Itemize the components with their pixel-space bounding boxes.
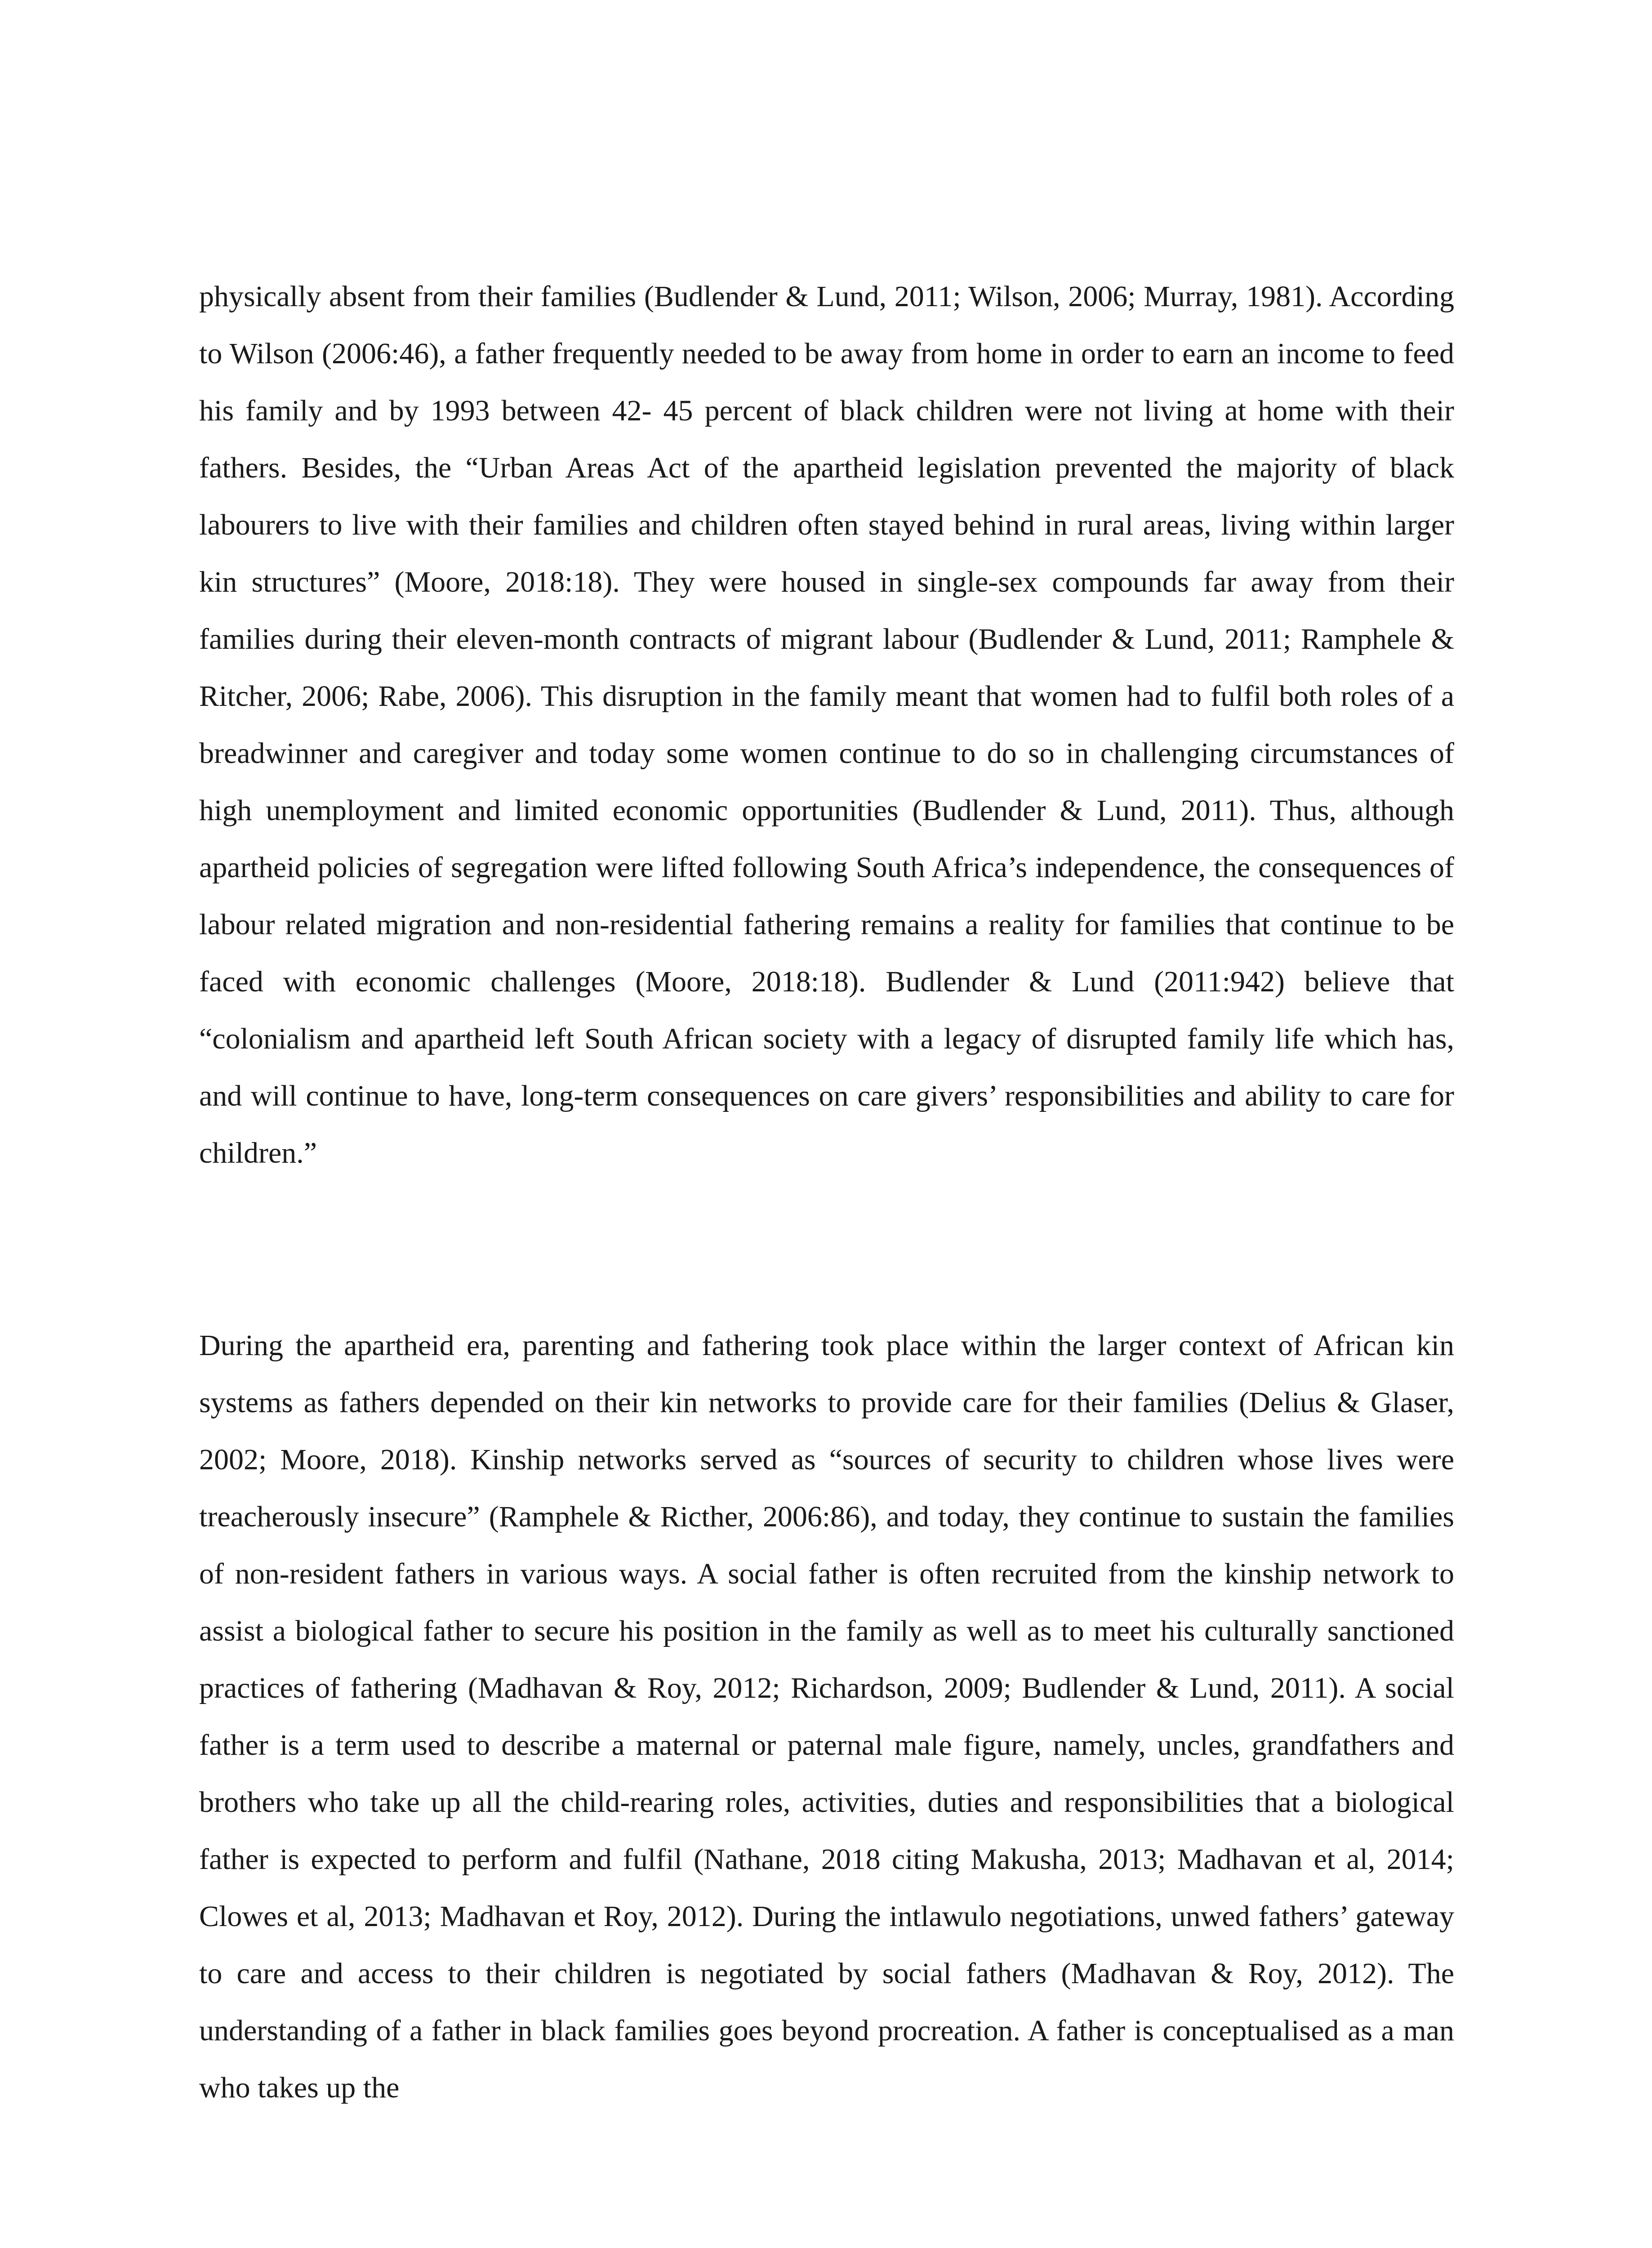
body-paragraph-2: During the apartheid era, parenting and fathering took place within the larger context of African kin systems as fathers depended on their kin networks to provide care for their families (Delius & Glaser, 2002; Moore, 2018). Kinship networks served as “sources of security to children whose lives were treacherously insecure” (Ramphele & Ricther, 2006:86), and today, they continue to sustain the families of non-resident fathers in various ways. A social father is often recruited from the kinship network to assist a biological father to secure his position in the family as well as to meet his culturally sanctioned practices of fathering (Madhavan & Roy, 2012; Richardson, 2009; Budlender & Lund, 2011). A social father is a term used to describe a maternal or paternal male figure, namely, uncles, grandfathers and brothers who take up all the child-rearing roles, activities, duties and responsibilities that a biological father is expected to perform and fulfil (Nathane, 2018 citing Makusha, 2013; Madhavan et al, 2014; Clowes et al, 2013; Madhavan et Roy, 2012). During the intlawulo negotiations, unwed fathers’ gateway to care and access to their children is negotiated by social fathers (Madhavan & Roy, 2012). The understanding of a father in black families goes beyond procreation. A father is conceptualised as a man who takes up the xyxy=(199,1329,1454,2104)
body-paragraph-1: physically absent from their families (Budlender & Lund, 2011; Wilson, 2006; Murray, 1981). According to Wilson (2006:46), a father frequently needed to be away from home in order to earn an income to feed his family and by 1993 between 42- 45 percent of black children were not living at home with their fathers. Besides, the “Urban Areas Act of the apartheid legislation prevented the majority of black labourers to live with their families and children often stayed behind in rural areas, living within larger kin structures” (Moore, 2018:18). They were housed in single-sex compounds far away from their families during their eleven-month contracts of migrant labour (Budlender & Lund, 2011; Ramphele & Ritcher, 2006; Rabe, 2006). This disruption in the family meant that women had to fulfil both roles of a breadwinner and caregiver and today some women continue to do so in challenging circumstances of high unemployment and limited economic opportunities (Budlender & Lund, 2011). Thus, although apartheid policies of segregation were lifted following South Africa’s independence, the consequences of labour related migration and non-residential fathering remains a reality for families that continue to be faced with economic challenges (Moore, 2018:18). Budlender & Lund (2011:942) believe that “colonialism and apartheid left South African society with a legacy of disrupted family life which has, and will continue to have, long-term consequences on care givers’ responsibilities and ability to care for children.” xyxy=(199,280,1454,1169)
